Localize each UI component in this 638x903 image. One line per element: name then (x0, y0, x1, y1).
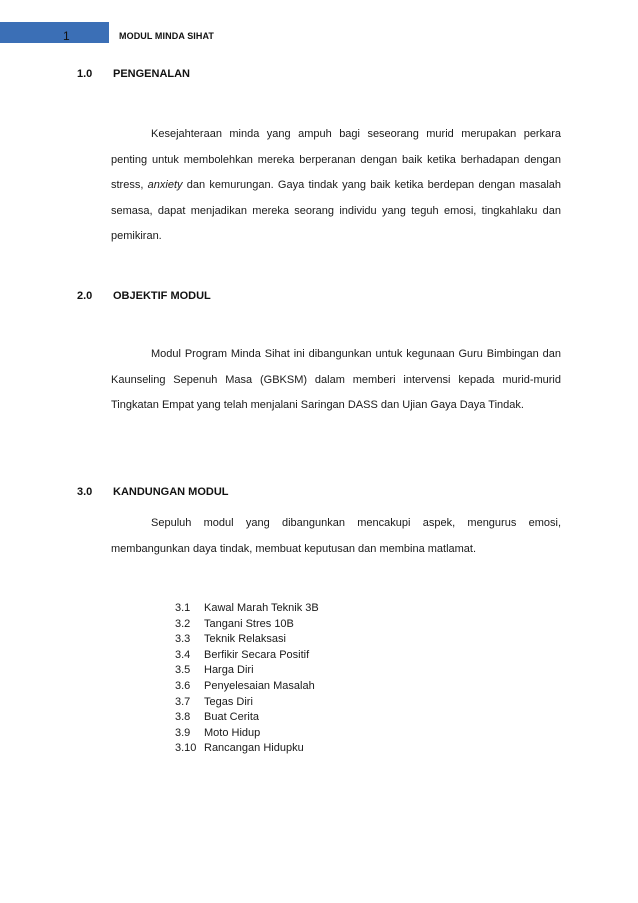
list-item-number: 3.7 (175, 695, 191, 708)
list-item (175, 710, 319, 726)
paragraph-text: Kesejahteraan minda yang ampuh bagi seseorang murid merupakan perkara penting untuk membolehkan mereka berperanan dengan baik ketika berhadapan dengan stress, (111, 128, 561, 191)
paragraph-emphasis: anxiety (147, 179, 183, 191)
list-item (175, 679, 319, 695)
list-item-number: 3.2 (175, 617, 191, 630)
section-heading-pengenalan (77, 68, 190, 80)
list-item (175, 632, 319, 648)
list-item-number: 3.9 (175, 726, 191, 739)
list-item-number: 3.1 (175, 602, 191, 614)
list-item (175, 601, 319, 617)
list-item-number: 3.8 (175, 711, 191, 724)
page-number: 1 (63, 29, 70, 43)
running-header-title: MODUL MINDA SIHAT (119, 31, 215, 41)
section-number: 2.0 (77, 290, 93, 302)
list-item (175, 663, 319, 679)
section-paragraph-objektif: Modul Program Minda Sihat ini dibangunkan untuk kegunaan Guru Bimbingan dan Kaunseling Sepenuh Masa (GBKSM) dalam memberi intervensi kepada murid-murid Tingkatan Empat yang telah menjalani Saringan DASS dan Ujian Gaya Daya Tindak. (111, 348, 561, 411)
section-paragraph-kandungan: Sepuluh modul yang dibangunkan mencakupi aspek, mengurus emosi, membangunkan daya tindak, membuat keputusan dan membina matlamat. (111, 517, 561, 555)
list-item (175, 741, 319, 757)
list-item-label: Teknik Relaksasi (204, 633, 286, 646)
list-item-number: 3.5 (175, 664, 191, 677)
module-list (175, 601, 319, 757)
list-item-label: Rancangan Hidupku (204, 742, 304, 755)
section-title: OBJEKTIF MODUL (113, 290, 211, 302)
list-item (175, 726, 319, 742)
list-item (175, 695, 319, 711)
list-item-label: Penyelesaian Masalah (204, 679, 315, 692)
header-color-bar (0, 22, 109, 43)
list-item-label: Berfikir Secara Positif (204, 648, 310, 661)
list-item-label: Moto Hidup (204, 726, 261, 739)
section-heading-objektif (77, 290, 211, 302)
list-item-label: Tegas Diri (204, 695, 253, 708)
list-item-number: 3.3 (175, 633, 191, 646)
list-item (175, 648, 319, 664)
list-item-label: Harga Diri (204, 664, 254, 677)
paragraph-text: dan kemurungan. Gaya tindak yang baik ketika berdepan dengan masalah semasa, dapat menjadikan mereka seorang individu yang teguh emosi, tingkahlaku dan pemikiran. (111, 179, 561, 242)
list-item-number: 3.10 (175, 742, 197, 755)
list-item-number: 3.4 (175, 648, 191, 661)
section-paragraph-pengenalan (111, 122, 561, 250)
list-item (175, 617, 319, 633)
section-title: KANDUNGAN MODUL (113, 486, 229, 498)
list-item-label: Kawal Marah Teknik 3B (204, 602, 319, 614)
section-number: 3.0 (77, 486, 93, 498)
list-item-number: 3.6 (175, 679, 191, 692)
section-heading-kandungan (77, 486, 229, 498)
list-item-label: Buat Cerita (204, 711, 260, 724)
section-title: PENGENALAN (113, 68, 191, 80)
section-number: 1.0 (77, 68, 93, 80)
list-item-label: Tangani Stres 10B (204, 617, 294, 630)
